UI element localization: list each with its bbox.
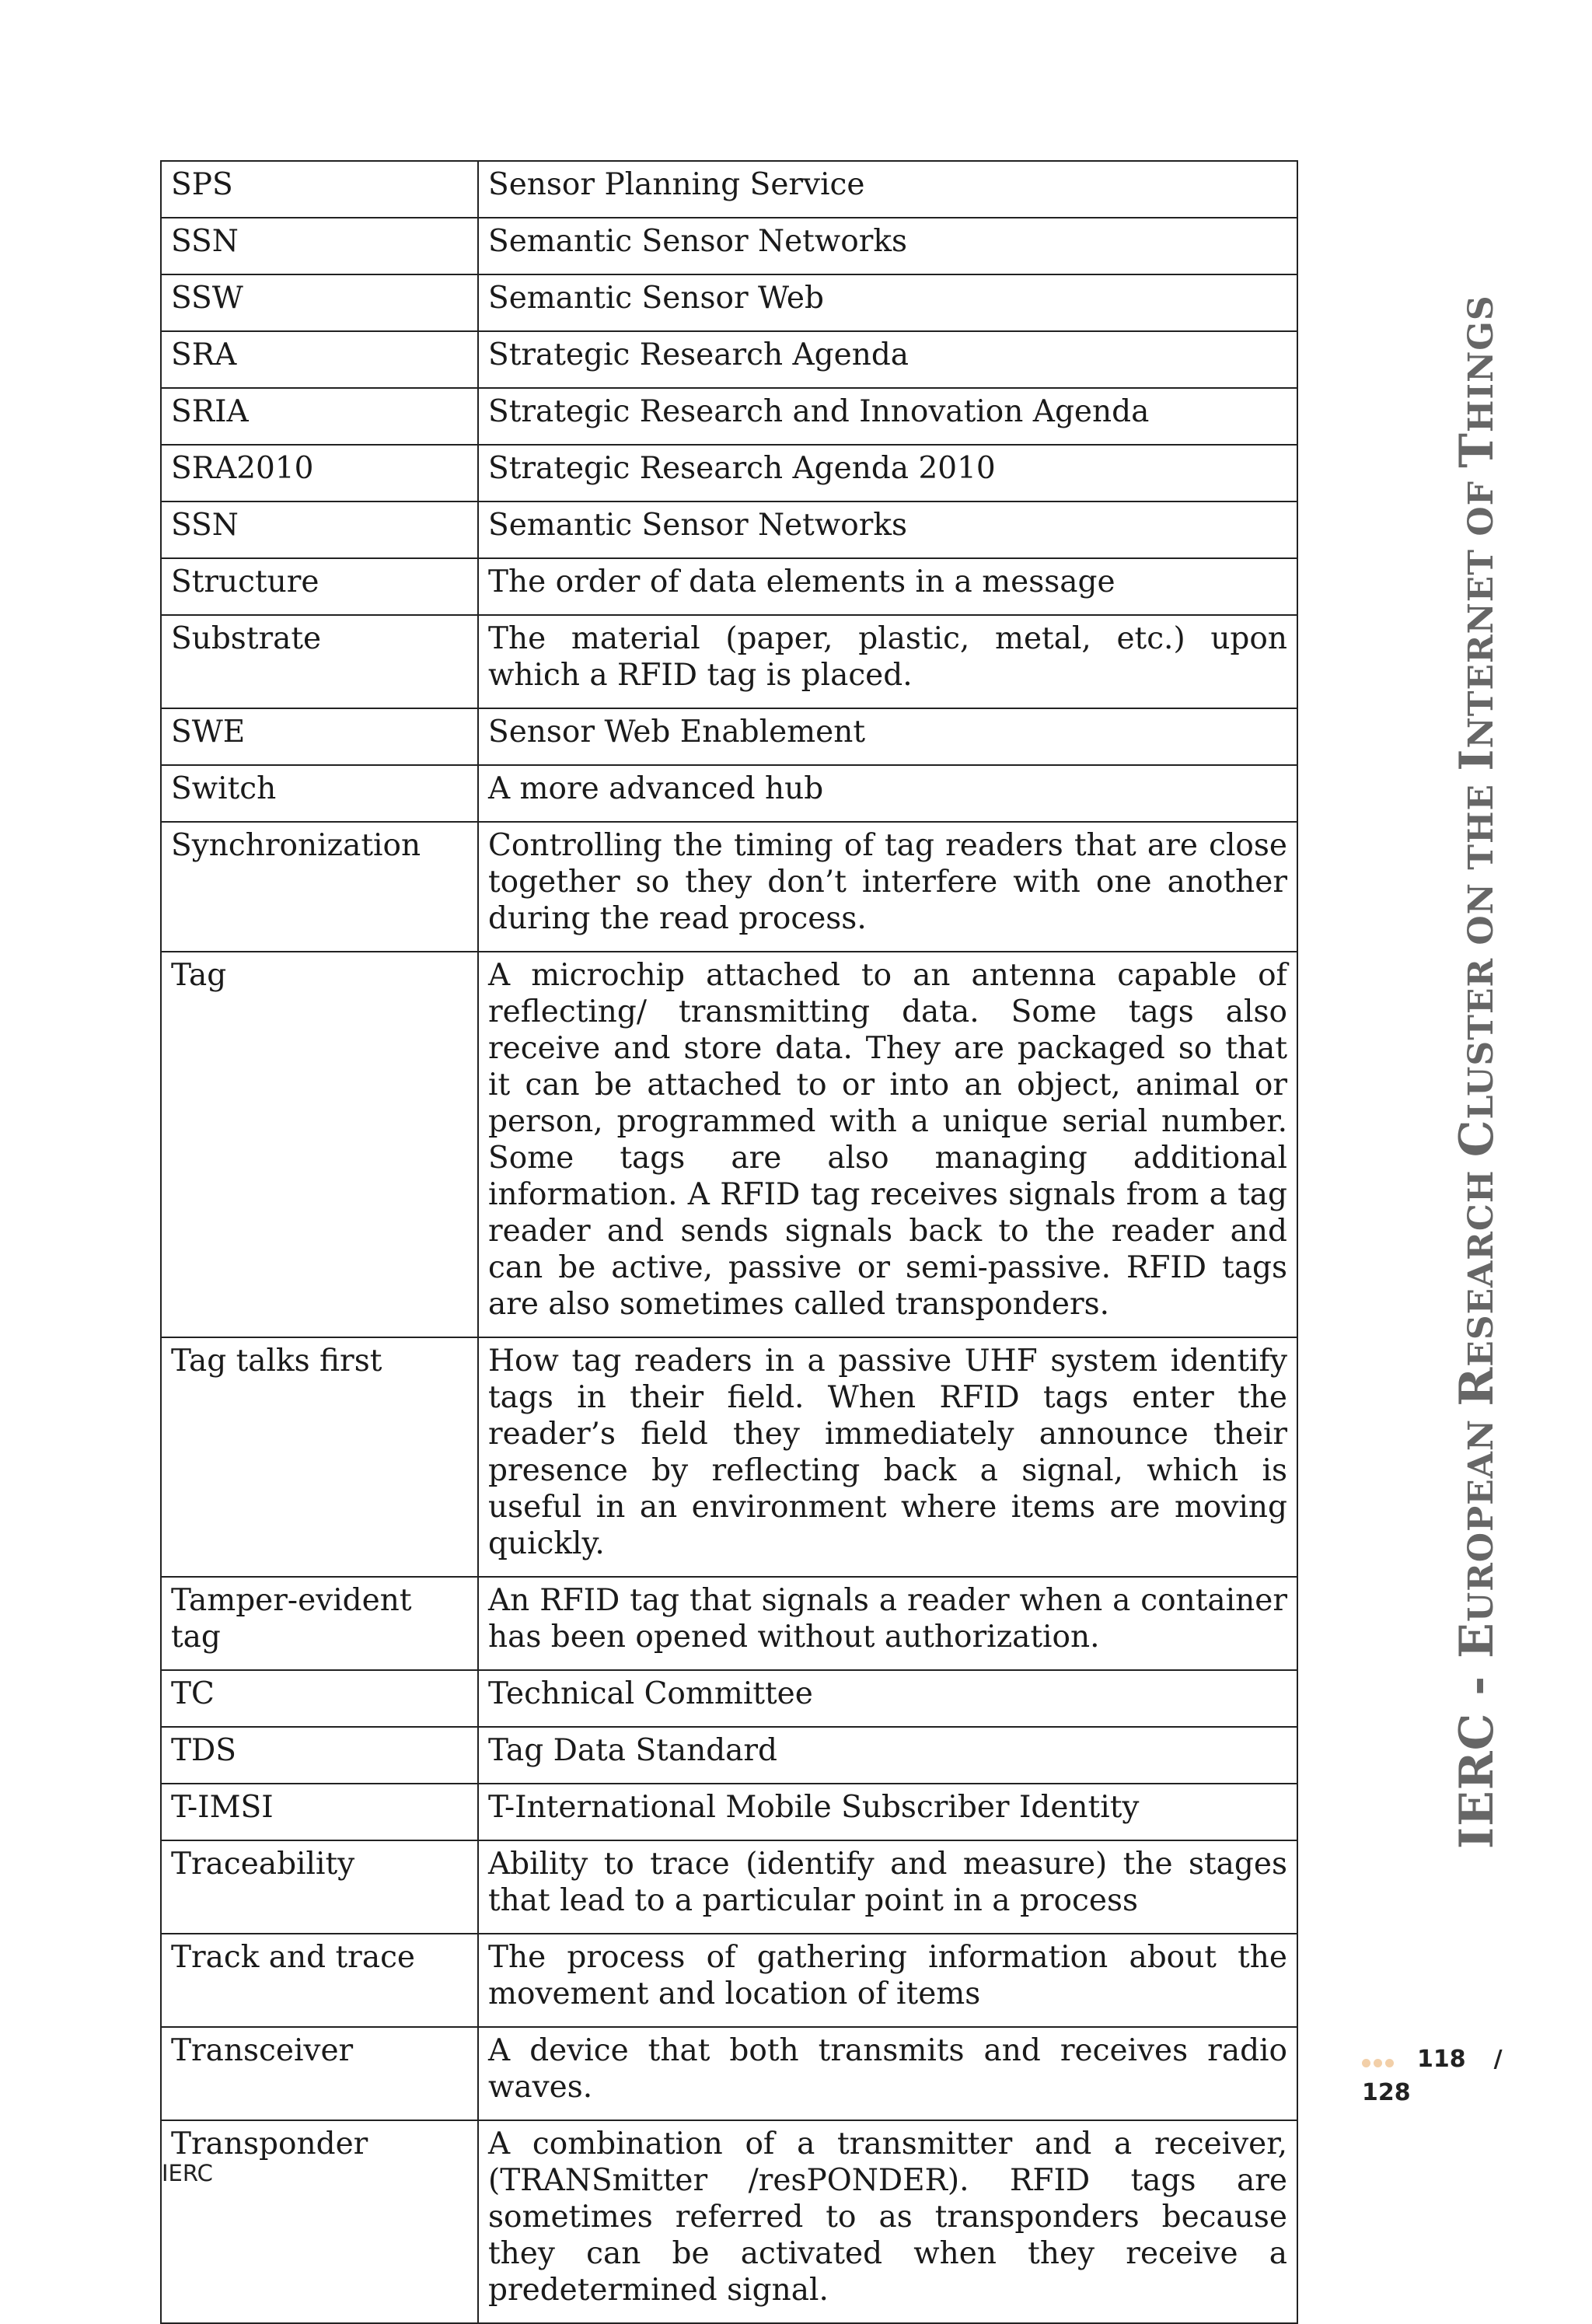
- glossary-term: Structure: [161, 558, 478, 615]
- glossary-definition: How tag readers in a passive UHF system identify tags in their field. When RFID tags enter the reader’s field they immediately announce their presence by reflecting back a signal, which is useful in an environment where items are moving quickly.: [478, 1337, 1297, 1577]
- table-row: [161, 1337, 1297, 1577]
- glossary-term: Synchronization: [161, 822, 478, 952]
- glossary-definition: Semantic Sensor Networks: [478, 501, 1297, 558]
- glossary-definition: Sensor Planning Service: [478, 161, 1297, 218]
- sidebar-title-part: T: [1450, 432, 1504, 468]
- table-row: [161, 1934, 1297, 2027]
- glossary-definition: The process of gathering information about the movement and location of items: [478, 1934, 1297, 2027]
- sidebar-title-part: E: [1450, 1622, 1504, 1658]
- glossary-definition: Strategic Research Agenda: [478, 331, 1297, 388]
- glossary-term: SSN: [161, 218, 478, 274]
- glossary-definition: A microchip attached to an antenna capable of reflecting/ transmitting data. Some tags also receive and store data. They are packaged so that it can be attached to or into an object, animal or person, programmed with a unique serial number. Some tags are also managing additional information. A RFID tag receives signals from a tag reader and sends signals back to the reader and can be active, passive or semi-passive. RFID tags are also sometimes called transponders.: [478, 952, 1297, 1337]
- table-row: [161, 1727, 1297, 1784]
- glossary-term: SRIA: [161, 388, 478, 445]
- glossary-term: Transponder: [161, 2120, 478, 2323]
- sidebar-title-part: UROPEAN: [1461, 1406, 1501, 1623]
- glossary-term: Switch: [161, 765, 478, 822]
- glossary-term: TC: [161, 1670, 478, 1727]
- glossary-term: SWE: [161, 708, 478, 765]
- glossary-definition: A combination of a transmitter and a receiver, (TRANSmitter /resPONDER). RFID tags are sometimes referred to as transponders because they can be activated when they receive a predetermined signal.: [478, 2120, 1297, 2323]
- table-row: [161, 2027, 1297, 2120]
- glossary-definition: Tag Data Standard: [478, 1727, 1297, 1784]
- glossary-definition: Sensor Web Enablement: [478, 708, 1297, 765]
- sidebar-title-part: HINGS: [1461, 295, 1501, 433]
- sidebar-title: [1450, 295, 1504, 1849]
- glossary-definition: Semantic Sensor Web: [478, 274, 1297, 331]
- glossary-term: SPS: [161, 161, 478, 218]
- glossary-term: T-IMSI: [161, 1784, 478, 1840]
- table-row: [161, 1577, 1297, 1670]
- glossary-table: [160, 160, 1298, 2324]
- table-row: [161, 1670, 1297, 1727]
- table-row: [161, 218, 1297, 274]
- page-total: 128: [1362, 2078, 1411, 2106]
- table-row: [161, 274, 1297, 331]
- glossary-term: Transceiver: [161, 2027, 478, 2120]
- glossary-definition: Technical Committee: [478, 1670, 1297, 1727]
- sidebar-title-part: C: [1450, 1119, 1504, 1158]
- table-row: [161, 615, 1297, 708]
- table-row: [161, 388, 1297, 445]
- page-current: 118: [1417, 2046, 1466, 2073]
- glossary-definition: An RFID tag that signals a reader when a container has been opened without authorization.: [478, 1577, 1297, 1670]
- glossary-term: SSN: [161, 501, 478, 558]
- glossary-term: SRA: [161, 331, 478, 388]
- glossary-definition: Ability to trace (identify and measure) the stages that lead to a particular point in a process: [478, 1840, 1297, 1934]
- glossary-definition: The material (paper, plastic, metal, etc.) upon which a RFID tag is placed.: [478, 615, 1297, 708]
- table-row: [161, 558, 1297, 615]
- table-row: [161, 445, 1297, 501]
- glossary-definition: T-International Mobile Subscriber Identity: [478, 1784, 1297, 1840]
- table-row: [161, 161, 1297, 218]
- table-row: [161, 1784, 1297, 1840]
- glossary-definition: Strategic Research and Innovation Agenda: [478, 388, 1297, 445]
- sidebar-title-part: NTERNET OF: [1461, 467, 1501, 749]
- table-row: [161, 952, 1297, 1337]
- glossary-term: Tamper-evident tag: [161, 1577, 478, 1670]
- glossary-term: TDS: [161, 1727, 478, 1784]
- sidebar-title-part: I: [1450, 748, 1504, 771]
- table-row: [161, 765, 1297, 822]
- glossary-definition: The order of data elements in a message: [478, 558, 1297, 615]
- glossary-term: Substrate: [161, 615, 478, 708]
- glossary-term: Tag: [161, 952, 478, 1337]
- glossary-body: [161, 161, 1297, 2323]
- glossary-term: SSW: [161, 274, 478, 331]
- table-row: [161, 822, 1297, 952]
- footer-label: IERC: [162, 2160, 213, 2186]
- table-row: [161, 331, 1297, 388]
- table-row: [161, 501, 1297, 558]
- glossary-definition: Controlling the timing of tag readers that are close together so they don’t interfere with one another during the read process.: [478, 822, 1297, 952]
- table-row: [161, 708, 1297, 765]
- sidebar-title-part: R: [1450, 1366, 1504, 1407]
- glossary-term: Tag talks first: [161, 1337, 478, 1577]
- glossary-term: Traceability: [161, 1840, 478, 1934]
- sidebar-title-part: LUSTER ON THE: [1461, 771, 1501, 1120]
- glossary-definition: Strategic Research Agenda 2010: [478, 445, 1297, 501]
- glossary-definition: Semantic Sensor Networks: [478, 218, 1297, 274]
- glossary-definition: A device that both transmits and receives radio waves.: [478, 2027, 1297, 2120]
- glossary-term: SRA2010: [161, 445, 478, 501]
- dots-icon: [1362, 2044, 1397, 2077]
- glossary-term: Track and trace: [161, 1934, 478, 2027]
- sidebar-title-part: IERC -: [1450, 1658, 1504, 1849]
- sidebar-title-part: ESEARCH: [1461, 1157, 1501, 1367]
- glossary-definition: A more advanced hub: [478, 765, 1297, 822]
- table-row: [161, 2120, 1297, 2323]
- page-separator: /: [1493, 2046, 1503, 2073]
- table-row: [161, 1840, 1297, 1934]
- page-number: [1362, 2043, 1548, 2109]
